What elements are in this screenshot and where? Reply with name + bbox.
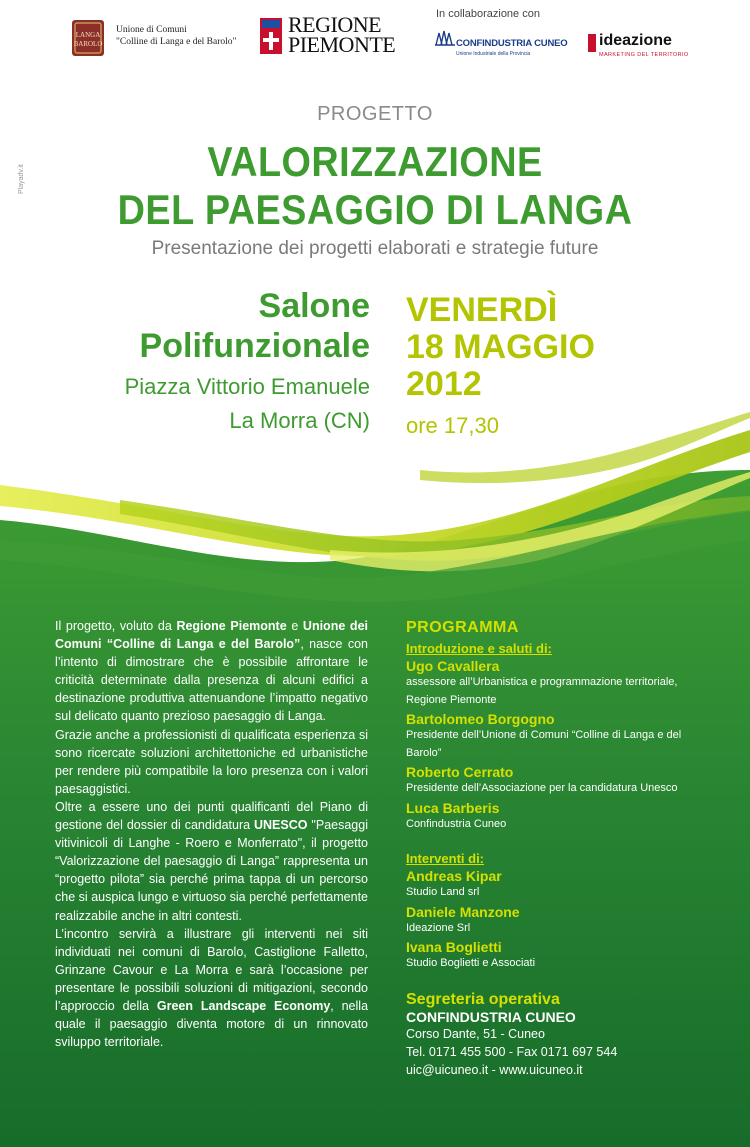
- speaker-entry: [406, 711, 716, 762]
- page-subtitle: Presentazione dei progetti elaborati e strategie future: [151, 238, 599, 259]
- speaker-name: Ivana Boglietti: [406, 939, 502, 955]
- speaker-name: Ugo Cavallera: [406, 658, 500, 674]
- venue-line-1: Salone: [258, 287, 370, 325]
- unione-line-1: Unione di Comuni: [116, 25, 187, 35]
- speaker-name: Daniele Manzone: [406, 903, 520, 920]
- description-paragraph: [55, 925, 368, 1052]
- text-bold: Unione dei Comuni “Colline di Langa e del Barolo”: [55, 619, 368, 652]
- secretariat-contacts: uic@uicuneo.it - www.uicuneo.it: [406, 1062, 583, 1077]
- text-run: "Paesaggi vitivinicoli di Langhe - Roero e Monferrato", il progetto “Valorizzazione del paesaggio di Langa” rappresenta un “progetto pilota” sia perché prima tappa di un percorso che si auspica lungo e virtuoso sia perché perfettamente realizzabile anche in altri contesti.: [55, 818, 368, 923]
- regione-line-2: PIEMONTE: [288, 32, 396, 57]
- page-title-line-2: DEL PAESAGGIO DI LANGA: [117, 186, 633, 233]
- program-title: PROGRAMMA: [406, 619, 519, 636]
- project-kicker: PROGETTO: [317, 103, 433, 125]
- speaker-role: Studio Boglietti e Associati: [406, 957, 536, 969]
- text-bold: UNESCO: [254, 818, 308, 833]
- side-credit: Playadv.it: [18, 164, 25, 194]
- secretariat-title: Segreteria operativa: [406, 990, 560, 1008]
- ideazione-subtitle: MARKETING DEL TERRITORIO: [599, 52, 689, 58]
- svg-text:BAROLO: BAROLO: [73, 40, 103, 48]
- text-run: e: [286, 619, 303, 633]
- speaker-role: Ideazione Srl: [406, 921, 471, 934]
- speaker-entry: [406, 904, 716, 938]
- speaker-entry: [406, 868, 716, 902]
- venue-city: La Morra (CN): [229, 408, 370, 433]
- text-run: , nella quale il paesaggio diventa motore di un rinnovato sviluppo territoriale.: [55, 998, 369, 1050]
- description-paragraph: [55, 798, 368, 925]
- intro-heading: Introduzione e saluti di:: [406, 641, 552, 656]
- speaker-role: Confindustria Cuneo: [406, 817, 507, 830]
- interventi-heading: Interventi di:: [406, 851, 485, 866]
- speaker-entry: [406, 939, 716, 973]
- speaker-role: assessore all’Urbanistica e programmazione territoriale, Regione Piemonte: [406, 676, 678, 706]
- program-column: [406, 619, 716, 1079]
- event-year: 2012: [406, 365, 482, 403]
- svg-text:LANGA: LANGA: [75, 31, 101, 39]
- venue-line-2: Polifunzionale: [139, 327, 370, 365]
- secretariat-address: Corso Dante, 51 - Cuneo: [406, 1026, 545, 1041]
- regione-line-1: REGIONE: [288, 12, 382, 37]
- event-day: VENERDÌ: [406, 291, 558, 329]
- confindustria-name: CONFINDUSTRIA CUNEO: [456, 38, 568, 49]
- speaker-entry: [406, 658, 716, 709]
- regione-piemonte-flag-icon: [260, 18, 282, 54]
- text-bold: Regione Piemonte: [176, 619, 287, 633]
- page-title-line-1: VALORIZZAZIONE: [207, 138, 543, 185]
- speaker-name: Bartolomeo Borgogno: [406, 711, 555, 727]
- description-paragraph: [55, 617, 368, 726]
- collaboration-label: In collaborazione con: [436, 8, 540, 20]
- secretariat-phone: Tel. 0171 455 500 - Fax 0171 697 544: [406, 1044, 618, 1059]
- speaker-name: Roberto Cerrato: [406, 764, 514, 780]
- speaker-entry: [406, 800, 716, 834]
- langa-barolo-logo: [70, 18, 106, 58]
- project-description: [55, 617, 368, 1051]
- unione-comuni-label: [116, 24, 236, 48]
- speaker-role: Presidente dell’Unione di Comuni “Colline di Langa e del Barolo”: [406, 729, 682, 759]
- speaker-role: Presidente dell’Associazione per la candidatura Unesco: [406, 782, 678, 794]
- event-time: ore 17,30: [406, 413, 499, 438]
- event-date: [406, 292, 595, 403]
- confindustria-subtitle: Unione Industriale della Provincia: [456, 51, 531, 57]
- speaker-entry: [406, 764, 716, 798]
- ideazione-name: ideazione: [599, 32, 672, 49]
- speaker-role: Studio Land srl: [406, 886, 480, 898]
- secretariat-organization: CONFINDUSTRIA CUNEO: [406, 1008, 576, 1025]
- text-run: Oltre a essere uno dei punti qualificanti del Piano di gestione del dossier di candidatura: [55, 799, 368, 833]
- text-run: Il progetto, voluto da: [55, 619, 177, 633]
- venue-address: Piazza Vittorio Emanuele: [124, 374, 370, 399]
- regione-piemonte-logo: [288, 12, 396, 57]
- speaker-name: Luca Barberis: [406, 799, 500, 816]
- speaker-name: Andreas Kipar: [406, 868, 502, 884]
- ideazione-logo-mark: [588, 34, 596, 52]
- description-paragraph: Grazie anche a professionisti di qualificata esperienza si sono ricercate soluzioni architettoniche ed urbanistiche per rendere più compatibile la loro presenza con i valori paesaggistici.: [55, 727, 368, 796]
- text-run: L’incontro servirà a illustrare gli interventi nei siti individuati nei comuni di Barolo, Castiglione Falletto, Grinzane Cavour e La Morra e sarà l’occasione per presentare le possibili soluzioni di mitigazioni, secondo l’approccio della: [55, 926, 368, 1013]
- event-day-month: 18 MAGGIO: [406, 328, 595, 366]
- confindustria-logo-icon: [434, 27, 456, 49]
- text-run: , nasce con l’intento di dimostrare che è possibile affrontare le criticità determinate dalla presenza di alcuni edifici a destinazione produttiva attenuandone l’impatto negativo sul delicato quanto prezioso paesaggio di Langa.: [55, 637, 368, 724]
- text-bold: Green Landscape Economy: [156, 998, 331, 1013]
- unione-line-2: "Colline di Langa e del Barolo": [116, 37, 237, 47]
- venue-name: [140, 286, 370, 366]
